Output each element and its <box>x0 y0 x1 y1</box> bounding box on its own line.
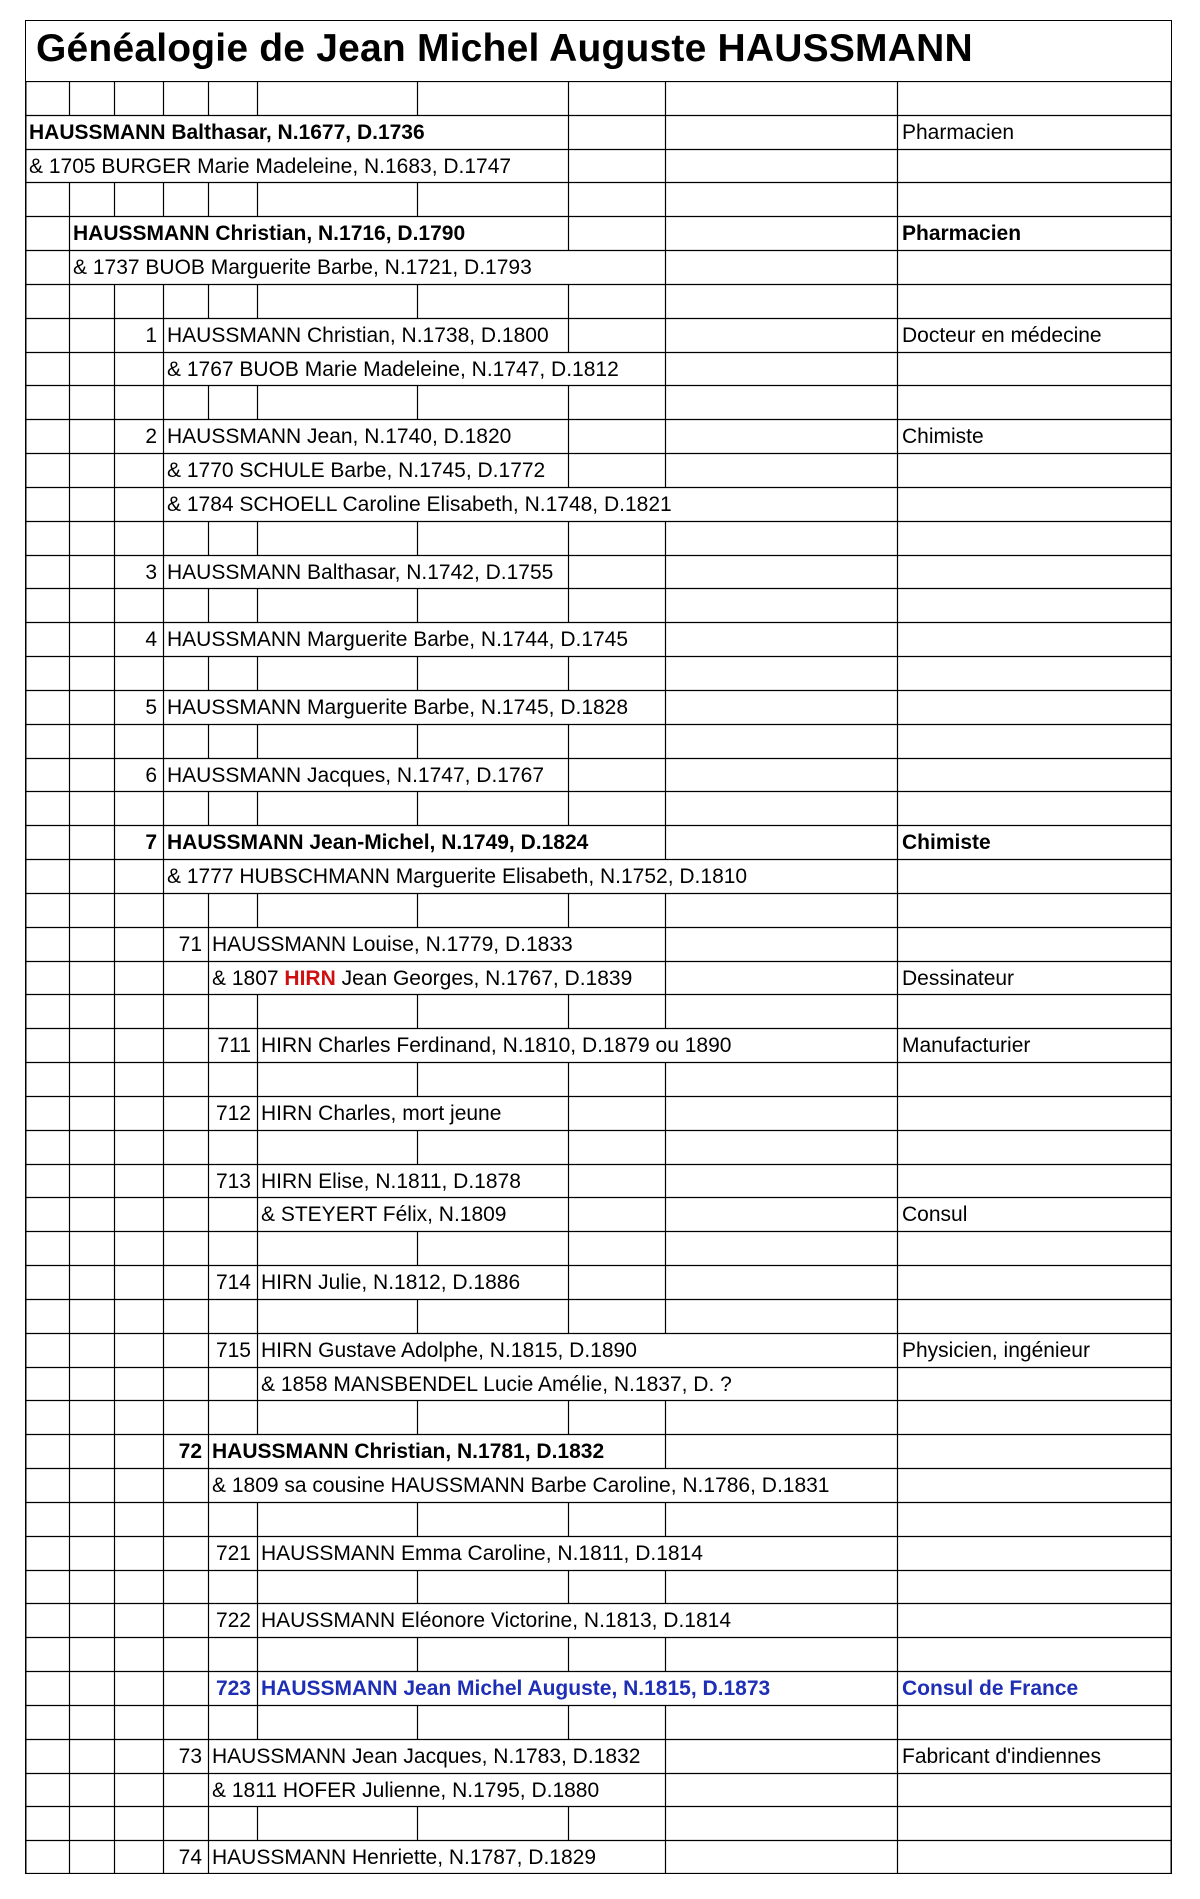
occupation-cell: Fabricant d'indiennes <box>902 1745 1101 1768</box>
person-entry: HIRN Elise, N.1811, D.1878 <box>261 1170 521 1193</box>
spouse-entry: & 1777 HUBSCHMANN Marguerite Elisabeth, N.1752, D.1810 <box>167 865 748 888</box>
occupation-cell: Chimiste <box>902 425 984 448</box>
spouse-entry: & 1767 BUOB Marie Madeleine, N.1747, D.1812 <box>167 358 619 381</box>
sheet-title-cell <box>25 20 1172 82</box>
person-number: 3 <box>145 561 157 584</box>
occupation-cell: Chimiste <box>902 831 991 854</box>
occupation-cell: Pharmacien <box>902 121 1015 144</box>
person-entry: HAUSSMANN Jacques, N.1747, D.1767 <box>167 764 545 787</box>
person-entry: HIRN Charles, mort jeune <box>261 1102 502 1125</box>
person-entry: HAUSSMANN Balthasar, N.1677, D.1736 <box>29 121 425 144</box>
genealogy-table <box>25 81 1172 1874</box>
person-number: 712 <box>215 1102 251 1125</box>
occupation-cell: Dessinateur <box>902 967 1015 990</box>
person-entry: HAUSSMANN Christian, N.1738, D.1800 <box>167 324 549 347</box>
person-number: 1 <box>145 324 157 347</box>
spouse-entry: & 1770 SCHULE Barbe, N.1745, D.1772 <box>167 459 546 482</box>
person-entry: HAUSSMANN Jean, N.1740, D.1820 <box>167 425 512 448</box>
spouse-entry: & 1737 BUOB Marguerite Barbe, N.1721, D.1793 <box>73 256 532 279</box>
person-entry: HAUSSMANN Jean Michel Auguste, N.1815, D.1873 <box>261 1677 771 1700</box>
occupation-cell: Manufacturier <box>902 1034 1031 1057</box>
spouse-entry: & 1705 BURGER Marie Madeleine, N.1683, D.1747 <box>29 155 512 178</box>
person-entry: HAUSSMANN Jean-Michel, N.1749, D.1824 <box>167 831 589 854</box>
person-number: 72 <box>178 1440 202 1463</box>
person-number: 4 <box>145 628 157 651</box>
person-entry: HIRN Gustave Adolphe, N.1815, D.1890 <box>261 1339 637 1362</box>
occupation-cell: Physicien, ingénieur <box>902 1339 1090 1362</box>
spouse-entry: & 1784 SCHOELL Caroline Elisabeth, N.1748, D.1821 <box>167 493 672 516</box>
person-entry: HAUSSMANN Christian, N.1716, D.1790 <box>73 222 466 245</box>
spouse-entry: & 1811 HOFER Julienne, N.1795, D.1880 <box>212 1779 600 1802</box>
person-entry: HAUSSMANN Emma Caroline, N.1811, D.1814 <box>261 1542 703 1565</box>
person-number: 6 <box>145 764 157 787</box>
person-entry: HAUSSMANN Balthasar, N.1742, D.1755 <box>167 561 554 584</box>
person-number: 71 <box>178 933 202 956</box>
person-number: 723 <box>215 1677 251 1700</box>
person-entry: HIRN Julie, N.1812, D.1886 <box>261 1271 521 1294</box>
entry-text: Jean Georges, N.1767, D.1839 <box>335 967 633 990</box>
person-entry: HAUSSMANN Christian, N.1781, D.1832 <box>212 1440 605 1463</box>
genealogy-sheet <box>25 20 1172 1874</box>
person-number: 5 <box>145 696 157 719</box>
page-title: Généalogie de Jean Michel Auguste HAUSSMANN <box>36 27 973 70</box>
person-number: 74 <box>178 1846 202 1869</box>
spouse-entry: & STEYERT Félix, N.1809 <box>261 1203 507 1226</box>
person-number: 721 <box>215 1542 251 1565</box>
person-entry: HAUSSMANN Marguerite Barbe, N.1745, D.1828 <box>167 696 629 719</box>
spouse-entry: & 1809 sa cousine HAUSSMANN Barbe Caroline, N.1786, D.1831 <box>212 1474 830 1497</box>
person-number: 7 <box>145 831 157 854</box>
person-number: 714 <box>215 1271 251 1294</box>
spouse-entry <box>212 962 632 996</box>
person-number: 711 <box>217 1034 251 1057</box>
occupation-cell: Pharmacien <box>902 222 1022 245</box>
person-number: 722 <box>215 1609 251 1632</box>
person-entry: HAUSSMANN Louise, N.1779, D.1833 <box>212 933 573 956</box>
person-number: 2 <box>145 425 157 448</box>
person-entry: HAUSSMANN Eléonore Victorine, N.1813, D.1814 <box>261 1609 732 1632</box>
person-entry: HAUSSMANN Jean Jacques, N.1783, D.1832 <box>212 1745 641 1768</box>
occupation-cell: Consul de France <box>902 1677 1079 1700</box>
occupation-cell: Consul <box>902 1203 968 1226</box>
person-entry: HIRN Charles Ferdinand, N.1810, D.1879 ou 1890 <box>261 1034 732 1057</box>
person-number: 713 <box>215 1170 251 1193</box>
entry-text: & 1807 <box>212 967 285 990</box>
person-entry: HAUSSMANN Henriette, N.1787, D.1829 <box>212 1846 596 1869</box>
person-entry: HAUSSMANN Marguerite Barbe, N.1744, D.1745 <box>167 628 629 651</box>
occupation-cell: Docteur en médecine <box>902 324 1102 347</box>
person-number: 715 <box>215 1339 251 1362</box>
spouse-entry: & 1858 MANSBENDEL Lucie Amélie, N.1837, D. ? <box>261 1373 732 1396</box>
highlighted-surname: HIRN <box>284 967 336 990</box>
person-number: 73 <box>178 1745 202 1768</box>
